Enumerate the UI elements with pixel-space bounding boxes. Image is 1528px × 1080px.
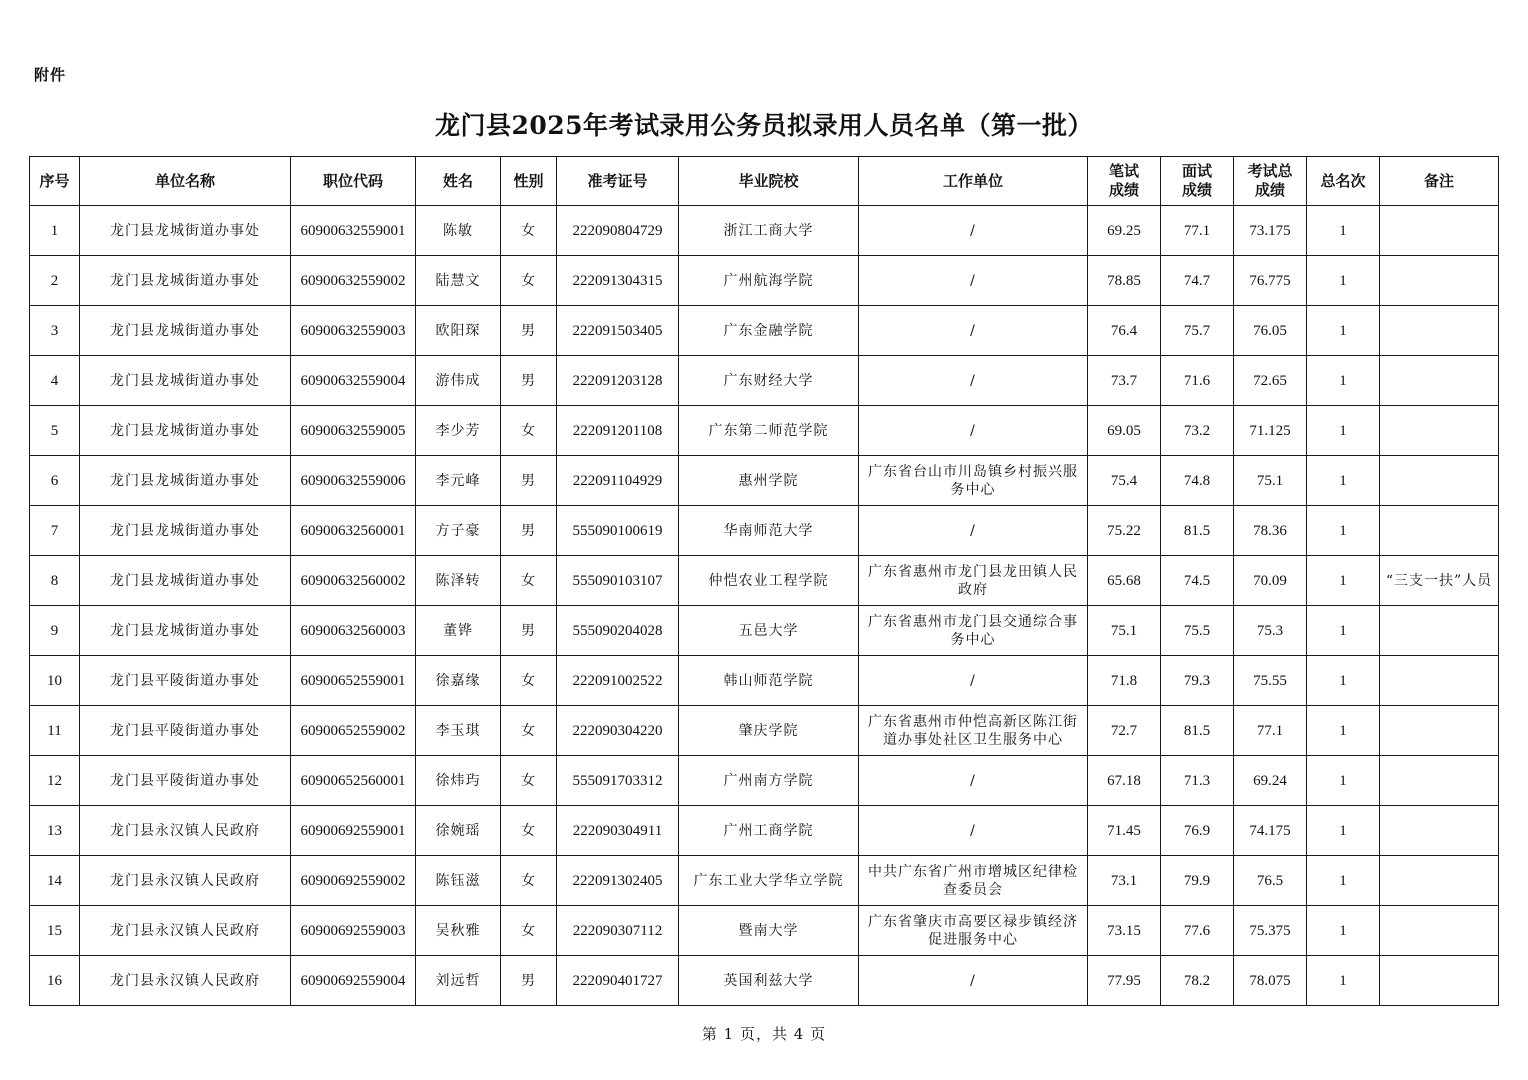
cell-total-score: 69.24 [1234,756,1307,806]
cell-gender: 男 [501,956,557,1006]
cell-interview-score: 74.5 [1161,556,1234,606]
cell-total-score: 75.375 [1234,906,1307,956]
cell-exam-number: 555090204028 [557,606,679,656]
cell-school: 广州南方学院 [679,756,859,806]
cell-written-score: 76.4 [1088,306,1161,356]
table-row [30,356,1499,406]
column-header-work-unit: 工作单位 [859,157,1088,206]
cell-interview-score: 74.8 [1161,456,1234,506]
cell-seq: 15 [30,906,80,956]
cell-interview-score: 77.1 [1161,206,1234,256]
cell-exam-number: 222091304315 [557,256,679,306]
cell-rank: 1 [1307,806,1380,856]
cell-exam-number: 555091703312 [557,756,679,806]
cell-school: 英国利兹大学 [679,956,859,1006]
cell-remarks [1380,506,1499,556]
cell-school: 韩山师范学院 [679,656,859,706]
cell-written-score: 69.05 [1088,406,1161,456]
cell-gender: 男 [501,356,557,406]
cell-rank: 1 [1307,306,1380,356]
cell-gender: 女 [501,706,557,756]
cell-name: 欧阳琛 [416,306,501,356]
cell-total-score: 71.125 [1234,406,1307,456]
cell-rank: 1 [1307,906,1380,956]
cell-name: 李少芳 [416,406,501,456]
cell-gender: 女 [501,656,557,706]
cell-gender: 女 [501,906,557,956]
table-row [30,856,1499,906]
cell-written-score: 73.15 [1088,906,1161,956]
column-header-name: 姓名 [416,157,501,206]
cell-rank: 1 [1307,356,1380,406]
cell-name: 李玉琪 [416,706,501,756]
cell-interview-score: 75.5 [1161,606,1234,656]
cell-gender: 男 [501,456,557,506]
cell-total-score: 75.55 [1234,656,1307,706]
cell-interview-score: 81.5 [1161,706,1234,756]
cell-position-code: 60900632559006 [291,456,416,506]
cell-school: 浙江工商大学 [679,206,859,256]
cell-written-score: 75.22 [1088,506,1161,556]
cell-remarks [1380,406,1499,456]
column-header-gender: 性别 [501,157,557,206]
column-header-interview-score: 面试 成绩 [1161,157,1234,206]
cell-exam-number: 222090304911 [557,806,679,856]
cell-remarks [1380,806,1499,856]
cell-gender: 女 [501,556,557,606]
table-row [30,956,1499,1006]
cell-written-score: 75.4 [1088,456,1161,506]
cell-written-score: 71.8 [1088,656,1161,706]
cell-remarks [1380,706,1499,756]
cell-total-score: 76.5 [1234,856,1307,906]
cell-seq: 16 [30,956,80,1006]
cell-work-unit: / [859,756,1088,806]
cell-unit-name: 龙门县龙城街道办事处 [80,456,291,506]
cell-written-score: 73.7 [1088,356,1161,406]
cell-total-score: 76.775 [1234,256,1307,306]
cell-school: 仲恺农业工程学院 [679,556,859,606]
cell-work-unit: / [859,406,1088,456]
cell-exam-number: 555090100619 [557,506,679,556]
cell-remarks [1380,256,1499,306]
cell-gender: 男 [501,606,557,656]
cell-name: 陈泽转 [416,556,501,606]
column-header-rank: 总名次 [1307,157,1380,206]
cell-work-unit: / [859,656,1088,706]
cell-work-unit: / [859,356,1088,406]
cell-written-score: 75.1 [1088,606,1161,656]
cell-rank: 1 [1307,606,1380,656]
cell-unit-name: 龙门县龙城街道办事处 [80,606,291,656]
cell-interview-score: 77.6 [1161,906,1234,956]
cell-exam-number: 222090401727 [557,956,679,1006]
cell-school: 五邑大学 [679,606,859,656]
cell-gender: 女 [501,206,557,256]
cell-unit-name: 龙门县永汉镇人民政府 [80,956,291,1006]
cell-work-unit: / [859,256,1088,306]
cell-exam-number: 222091104929 [557,456,679,506]
cell-written-score: 69.25 [1088,206,1161,256]
page-footer: 第 1 页，共 4 页 [701,1025,827,1043]
cell-rank: 1 [1307,256,1380,306]
cell-exam-number: 222091302405 [557,856,679,906]
cell-unit-name: 龙门县龙城街道办事处 [80,356,291,406]
cell-unit-name: 龙门县龙城街道办事处 [80,556,291,606]
cell-remarks [1380,956,1499,1006]
table-row [30,756,1499,806]
cell-total-score: 74.175 [1234,806,1307,856]
table-row [30,656,1499,706]
column-header-written-score: 笔试 成绩 [1088,157,1161,206]
cell-school: 惠州学院 [679,456,859,506]
cell-position-code: 60900652560001 [291,756,416,806]
cell-remarks [1380,206,1499,256]
table-row [30,406,1499,456]
cell-gender: 女 [501,856,557,906]
cell-rank: 1 [1307,556,1380,606]
cell-interview-score: 74.7 [1161,256,1234,306]
cell-unit-name: 龙门县龙城街道办事处 [80,256,291,306]
cell-interview-score: 76.9 [1161,806,1234,856]
table-row [30,906,1499,956]
admission-roster-table [29,156,1499,1006]
cell-written-score: 67.18 [1088,756,1161,806]
cell-position-code: 60900692559001 [291,806,416,856]
cell-seq: 5 [30,406,80,456]
cell-written-score: 73.1 [1088,856,1161,906]
document-title: 龙门县2025年考试录用公务员拟录用人员名单（第一批） [434,111,1094,140]
cell-school: 广东第二师范学院 [679,406,859,456]
cell-name: 陈钰滋 [416,856,501,906]
cell-total-score: 76.05 [1234,306,1307,356]
cell-written-score: 77.95 [1088,956,1161,1006]
cell-school: 广东财经大学 [679,356,859,406]
table-row [30,306,1499,356]
table-row [30,206,1499,256]
cell-name: 吴秋雅 [416,906,501,956]
cell-exam-number: 222091503405 [557,306,679,356]
column-header-total-score: 考试总 成绩 [1234,157,1307,206]
cell-gender: 女 [501,756,557,806]
cell-work-unit: / [859,956,1088,1006]
cell-written-score: 72.7 [1088,706,1161,756]
cell-work-unit: / [859,506,1088,556]
cell-unit-name: 龙门县平陵街道办事处 [80,706,291,756]
cell-gender: 女 [501,256,557,306]
cell-seq: 10 [30,656,80,706]
cell-school: 肇庆学院 [679,706,859,756]
cell-exam-number: 222091203128 [557,356,679,406]
cell-written-score: 65.68 [1088,556,1161,606]
table-header [30,157,1499,206]
cell-interview-score: 81.5 [1161,506,1234,556]
cell-school: 广州工商学院 [679,806,859,856]
cell-remarks [1380,456,1499,506]
cell-interview-score: 71.6 [1161,356,1234,406]
column-header-seq: 序号 [30,157,80,206]
cell-gender: 男 [501,306,557,356]
cell-seq: 13 [30,806,80,856]
cell-work-unit: 广东省惠州市龙门县龙田镇人民政府 [859,556,1088,606]
column-header-exam-number: 准考证号 [557,157,679,206]
cell-name: 陆慧文 [416,256,501,306]
cell-position-code: 60900692559003 [291,906,416,956]
column-header-remarks: 备注 [1380,157,1499,206]
cell-total-score: 78.075 [1234,956,1307,1006]
cell-interview-score: 73.2 [1161,406,1234,456]
cell-work-unit: 广东省惠州市仲恺高新区陈江街道办事处社区卫生服务中心 [859,706,1088,756]
cell-position-code: 60900632560002 [291,556,416,606]
cell-interview-score: 78.2 [1161,956,1234,1006]
cell-unit-name: 龙门县永汉镇人民政府 [80,806,291,856]
cell-unit-name: 龙门县龙城街道办事处 [80,506,291,556]
cell-seq: 4 [30,356,80,406]
cell-exam-number: 222090304220 [557,706,679,756]
cell-name: 徐婉瑶 [416,806,501,856]
cell-seq: 11 [30,706,80,756]
cell-position-code: 60900632560001 [291,506,416,556]
cell-position-code: 60900632559003 [291,306,416,356]
cell-name: 徐炜玙 [416,756,501,806]
table-row [30,506,1499,556]
column-header-unit-name: 单位名称 [80,157,291,206]
attachment-label: 附件 [34,66,67,84]
cell-name: 陈敏 [416,206,501,256]
cell-seq: 6 [30,456,80,506]
cell-name: 董铧 [416,606,501,656]
cell-total-score: 78.36 [1234,506,1307,556]
cell-unit-name: 龙门县龙城街道办事处 [80,406,291,456]
cell-name: 刘远哲 [416,956,501,1006]
cell-seq: 14 [30,856,80,906]
cell-unit-name: 龙门县永汉镇人民政府 [80,856,291,906]
cell-exam-number: 222090804729 [557,206,679,256]
cell-name: 游伟成 [416,356,501,406]
cell-position-code: 60900692559004 [291,956,416,1006]
cell-rank: 1 [1307,406,1380,456]
cell-work-unit: / [859,206,1088,256]
cell-total-score: 75.3 [1234,606,1307,656]
table-row [30,806,1499,856]
cell-remarks [1380,606,1499,656]
cell-position-code: 60900632559002 [291,256,416,306]
cell-seq: 8 [30,556,80,606]
cell-seq: 7 [30,506,80,556]
cell-rank: 1 [1307,656,1380,706]
cell-position-code: 60900652559002 [291,706,416,756]
cell-position-code: 60900632559005 [291,406,416,456]
cell-written-score: 71.45 [1088,806,1161,856]
cell-work-unit: / [859,806,1088,856]
cell-school: 华南师范大学 [679,506,859,556]
cell-remarks [1380,906,1499,956]
cell-total-score: 75.1 [1234,456,1307,506]
cell-seq: 2 [30,256,80,306]
cell-total-score: 72.65 [1234,356,1307,406]
cell-position-code: 60900652559001 [291,656,416,706]
cell-work-unit: 广东省台山市川岛镇乡村振兴服务中心 [859,456,1088,506]
cell-remarks [1380,306,1499,356]
cell-remarks [1380,656,1499,706]
cell-rank: 1 [1307,856,1380,906]
cell-exam-number: 555090103107 [557,556,679,606]
table-row [30,256,1499,306]
cell-rank: 1 [1307,956,1380,1006]
cell-interview-score: 79.9 [1161,856,1234,906]
cell-rank: 1 [1307,706,1380,756]
table-row [30,706,1499,756]
cell-position-code: 60900632560003 [291,606,416,656]
cell-unit-name: 龙门县平陵街道办事处 [80,756,291,806]
table-row [30,456,1499,506]
cell-written-score: 78.85 [1088,256,1161,306]
cell-name: 李元峰 [416,456,501,506]
cell-unit-name: 龙门县永汉镇人民政府 [80,906,291,956]
cell-exam-number: 222091201108 [557,406,679,456]
cell-rank: 1 [1307,456,1380,506]
cell-work-unit: 广东省肇庆市高要区禄步镇经济促进服务中心 [859,906,1088,956]
column-header-position-code: 职位代码 [291,157,416,206]
cell-name: 方子豪 [416,506,501,556]
cell-rank: 1 [1307,756,1380,806]
table-body [30,206,1499,1006]
column-header-school: 毕业院校 [679,157,859,206]
cell-school: 广东金融学院 [679,306,859,356]
cell-position-code: 60900692559002 [291,856,416,906]
cell-exam-number: 222091002522 [557,656,679,706]
cell-school: 暨南大学 [679,906,859,956]
cell-work-unit: 广东省惠州市龙门县交通综合事务中心 [859,606,1088,656]
cell-unit-name: 龙门县龙城街道办事处 [80,206,291,256]
cell-seq: 1 [30,206,80,256]
cell-remarks [1380,856,1499,906]
cell-remarks [1380,356,1499,406]
cell-remarks [1380,756,1499,806]
cell-gender: 男 [501,506,557,556]
cell-position-code: 60900632559001 [291,206,416,256]
cell-unit-name: 龙门县平陵街道办事处 [80,656,291,706]
cell-interview-score: 71.3 [1161,756,1234,806]
cell-seq: 9 [30,606,80,656]
cell-remarks: “三支一扶”人员 [1380,556,1499,606]
table-row [30,606,1499,656]
table-row [30,556,1499,606]
cell-total-score: 70.09 [1234,556,1307,606]
cell-name: 徐嘉缘 [416,656,501,706]
cell-school: 广州航海学院 [679,256,859,306]
cell-school: 广东工业大学华立学院 [679,856,859,906]
cell-unit-name: 龙门县龙城街道办事处 [80,306,291,356]
cell-interview-score: 79.3 [1161,656,1234,706]
cell-interview-score: 75.7 [1161,306,1234,356]
cell-work-unit: 中共广东省广州市增城区纪律检查委员会 [859,856,1088,906]
cell-exam-number: 222090307112 [557,906,679,956]
cell-total-score: 77.1 [1234,706,1307,756]
cell-gender: 女 [501,406,557,456]
cell-rank: 1 [1307,206,1380,256]
cell-seq: 12 [30,756,80,806]
cell-gender: 女 [501,806,557,856]
header-row [30,157,1499,206]
cell-position-code: 60900632559004 [291,356,416,406]
cell-seq: 3 [30,306,80,356]
cell-rank: 1 [1307,506,1380,556]
cell-work-unit: / [859,306,1088,356]
cell-total-score: 73.175 [1234,206,1307,256]
